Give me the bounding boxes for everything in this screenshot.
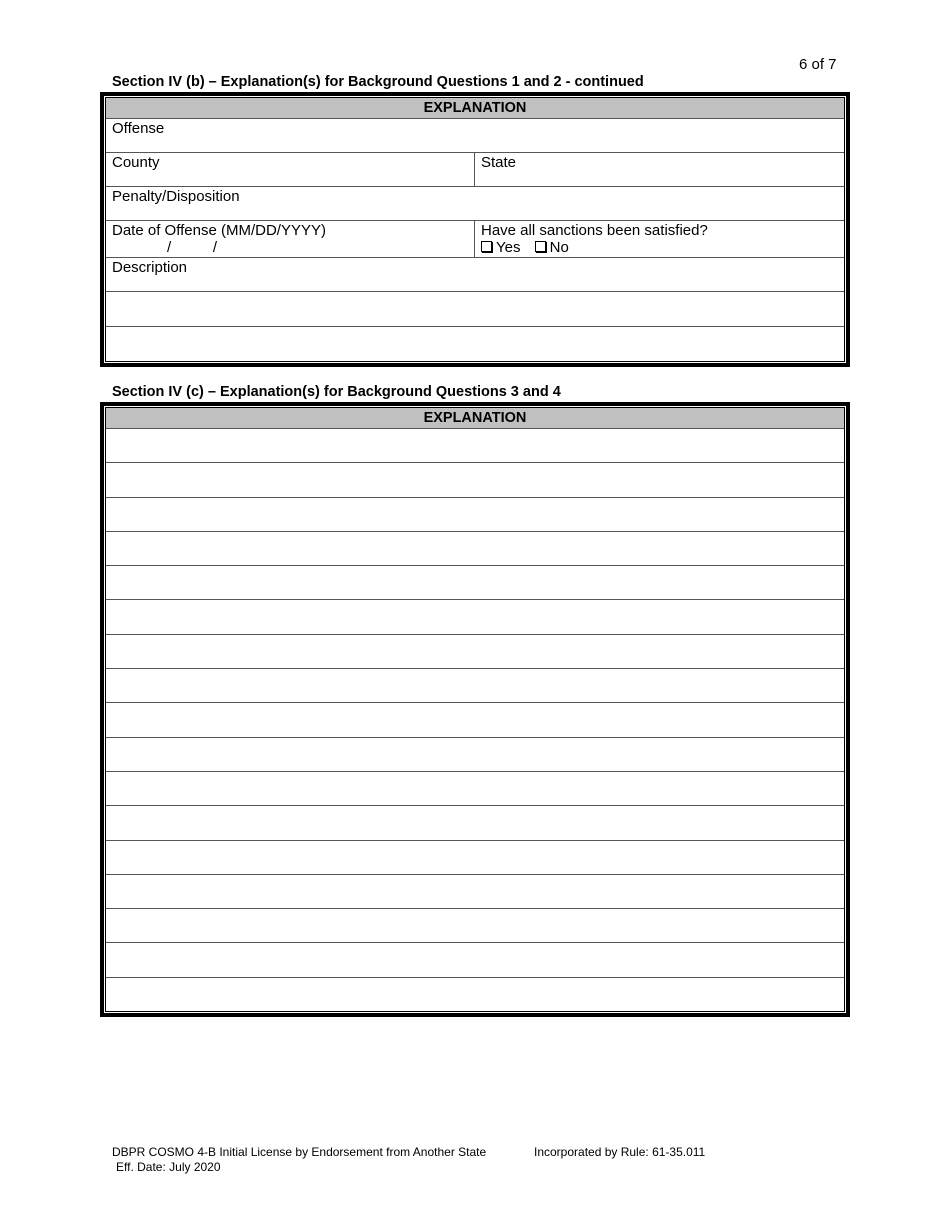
explanation-line[interactable]: [106, 943, 844, 977]
rule-reference: Incorporated by Rule: 61-35.011: [534, 1145, 706, 1159]
explanation-line[interactable]: [106, 806, 844, 840]
checkbox-icon: [481, 241, 492, 252]
section-c-title: Section IV (c) – Explanation(s) for Background Questions 3 and 4: [112, 384, 561, 400]
date-of-offense-field[interactable]: [106, 221, 475, 257]
explanation-line[interactable]: [106, 429, 844, 463]
explanation-line[interactable]: [106, 566, 844, 600]
explanation-line[interactable]: [106, 772, 844, 806]
checkbox-icon: [535, 241, 546, 252]
section-b-table: [100, 92, 850, 367]
effective-date: Eff. Date: July 2020: [116, 1160, 221, 1174]
explanation-line[interactable]: [106, 875, 844, 909]
yes-checkbox[interactable]: [481, 239, 520, 256]
penalty-label: Penalty/Disposition: [112, 188, 240, 205]
explanation-line[interactable]: [106, 841, 844, 875]
explanation-line[interactable]: [106, 600, 844, 634]
yes-label: Yes: [496, 239, 521, 256]
section-b-title: Section IV (b) – Explanation(s) for Background Questions 1 and 2 - continued: [112, 74, 644, 90]
form-name: DBPR COSMO 4-B Initial License by Endorsement from Another State: [112, 1145, 487, 1159]
county-field[interactable]: [106, 153, 475, 186]
explanation-line[interactable]: [106, 703, 844, 737]
explanation-line[interactable]: [106, 463, 844, 497]
state-field[interactable]: [475, 153, 522, 186]
penalty-field[interactable]: [106, 187, 844, 221]
description-line[interactable]: [106, 292, 844, 327]
explanation-line[interactable]: [106, 532, 844, 566]
description-label: Description: [112, 259, 188, 276]
page-number: 6 of 7: [799, 56, 837, 73]
county-label: County: [112, 154, 160, 171]
no-label: No: [549, 239, 569, 256]
description-line[interactable]: [106, 327, 844, 362]
explanation-header: EXPLANATION: [106, 408, 844, 429]
footer-left: [112, 1145, 486, 1175]
offense-field[interactable]: [106, 119, 844, 153]
explanation-line[interactable]: [106, 909, 844, 943]
explanation-line[interactable]: [106, 978, 844, 1012]
sanctions-label: Have all sanctions been satisfied?: [481, 222, 708, 239]
date-separators: / /: [167, 239, 218, 256]
date-label: Date of Offense (MM/DD/YYYY): [112, 222, 326, 239]
description-field[interactable]: [106, 258, 844, 292]
state-label: State: [481, 154, 517, 171]
explanation-line[interactable]: [106, 635, 844, 669]
explanation-line[interactable]: [106, 669, 844, 703]
explanation-line[interactable]: [106, 498, 844, 532]
no-checkbox[interactable]: [535, 239, 569, 256]
section-c-table: [100, 402, 850, 1017]
explanation-header: EXPLANATION: [106, 98, 844, 119]
offense-label: Offense: [112, 120, 165, 137]
explanation-line[interactable]: [106, 738, 844, 772]
